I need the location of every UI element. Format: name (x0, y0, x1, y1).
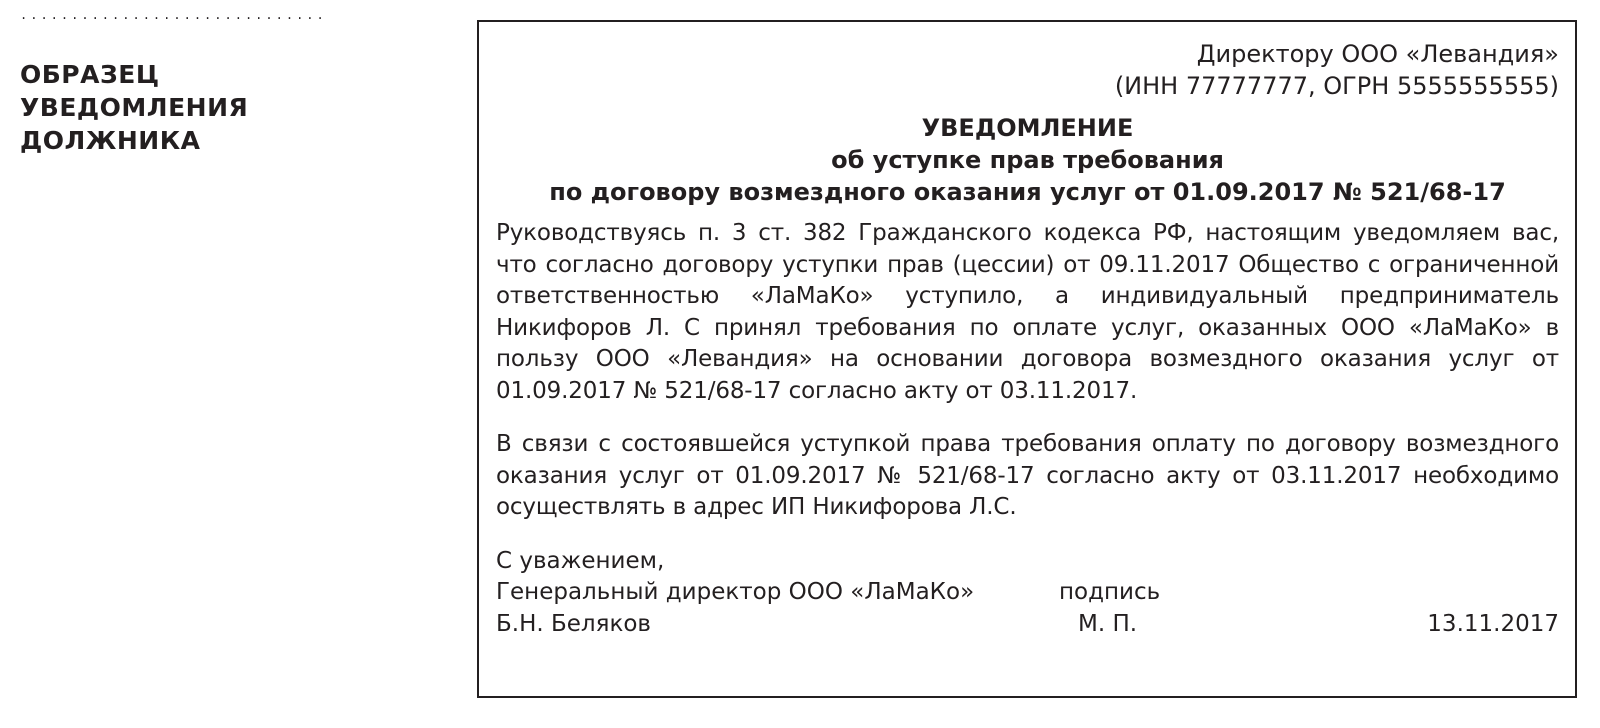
addressee-block (496, 38, 1559, 102)
addressee-line-2: (ИНН 77777777, ОГРН 5555555555) (1114, 72, 1559, 100)
paragraph-2: В связи с состоявшейся уступкой права требования оплату по договору возмездного оказания услуг от 01.09.2017 № 521/68-17 согласно акту от 03.11.2017 необходимо осуществлять в адрес ИП Никифорова Л.С. (496, 431, 1559, 520)
document-heading (496, 112, 1559, 208)
document-body (496, 38, 1559, 640)
signer-position: Генеральный директор ООО «ЛаМаКо» (496, 579, 975, 605)
closing-block (496, 546, 1559, 641)
heading-title: УВЕДОМЛЕНИЕ (921, 114, 1134, 142)
sample-title (20, 58, 320, 157)
sample-title-line-3: ДОЛЖНИКА (20, 126, 201, 155)
dotted-separator: .............................. (20, 8, 327, 22)
signer-name: Б.Н. Беляков (496, 610, 651, 637)
signature-label: подпись (1059, 579, 1161, 605)
regards-text: С уважением, (496, 547, 665, 574)
heading-subtitle: об уступке прав требования (831, 146, 1224, 174)
heading-contract: по договору возмездного оказания услуг от 01.09.2017 № 521/68-17 (549, 178, 1506, 206)
addressee-line-1: Директору ООО «Левандия» (1196, 40, 1559, 68)
paragraph-1: Руководствуясь п. 3 ст. 382 Гражданского кодекса РФ, настоящим уведомляем вас, что согласно договору уступки прав (цессии) от 09.11.2017 Общество с ограниченной ответственностью «ЛаМаКо» уступило, а индивидуальный предприниматель Никифоров Л. С принял требования по оплате услуг, оказанных ООО «ЛаМаКо» в пользу ООО «Левандия» на основании договора возмездного оказания услуг от 01.09.2017 № 521/68-17 согласно акту от 03.11.2017. (496, 220, 1559, 404)
sample-title-line-2: УВЕДОМЛЕНИЯ (20, 93, 249, 122)
closing-row-position (496, 577, 1559, 609)
sample-title-line-1: ОБРАЗЕЦ (20, 60, 160, 89)
stamp-label: М. П. (1078, 610, 1138, 637)
document-date: 13.11.2017 (1427, 610, 1559, 637)
closing-row-regards (496, 546, 1559, 578)
closing-row-name (496, 609, 1559, 641)
document-frame (477, 20, 1577, 698)
